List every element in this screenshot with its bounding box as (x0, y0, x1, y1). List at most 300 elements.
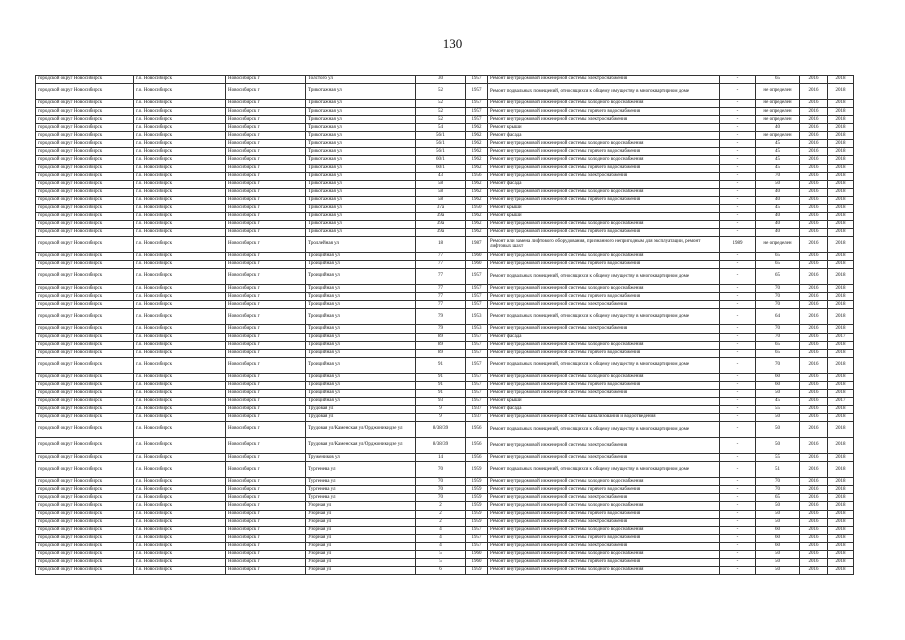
lift-year-cell: - (720, 454, 756, 462)
end-year-cell: 2018 (828, 164, 854, 172)
lift-year-cell: - (720, 100, 756, 108)
district-cell: г.о. Новосибирск (134, 454, 226, 462)
work-type-cell: Ремонт внутридомовой инженерной системы холодного водоснабжения (488, 566, 720, 574)
wear-cell: 70 (756, 333, 800, 341)
house-cell: 8/38/39 (416, 438, 466, 454)
table-body (36, 76, 854, 575)
table-row (36, 534, 854, 542)
city-cell: Новосибирск г (226, 526, 306, 534)
municipality-cell: городской округ Новосибирск (36, 558, 134, 566)
district-cell: г.о. Новосибирск (134, 301, 226, 309)
wear-cell: 65 (756, 76, 800, 84)
start-year-cell: 2016 (800, 413, 828, 421)
year-cell: 1962 (466, 132, 488, 140)
lift-year-cell: - (720, 389, 756, 397)
municipality-cell: городской округ Новосибирск (36, 381, 134, 389)
house-cell: 77 (416, 285, 466, 293)
lift-year-cell: - (720, 357, 756, 373)
table-row (36, 140, 854, 148)
street-cell: Тружеников ул (306, 454, 416, 462)
house-cell: 8/38/39 (416, 422, 466, 438)
wear-cell: 45 (756, 140, 800, 148)
start-year-cell: 2016 (800, 422, 828, 438)
city-cell: Новосибирск г (226, 253, 306, 261)
street-cell: Узорная ул (306, 542, 416, 550)
work-type-cell: Ремонт внутридомовой инженерной системы электроснабжения (488, 325, 720, 333)
street-cell: Трикотажная ул (306, 132, 416, 140)
end-year-cell: 2018 (828, 261, 854, 269)
lift-year-cell: - (720, 148, 756, 156)
street-cell: Узорная ул (306, 566, 416, 574)
house-cell: 14 (416, 454, 466, 462)
district-cell: г.о. Новосибирск (134, 164, 226, 172)
city-cell: Новосибирск г (226, 502, 306, 510)
municipality-cell: городской округ Новосибирск (36, 349, 134, 357)
table-row (36, 196, 854, 204)
district-cell: г.о. Новосибирск (134, 486, 226, 494)
year-cell: 1956 (466, 422, 488, 438)
city-cell: Новосибирск г (226, 196, 306, 204)
house-cell: 77 (416, 293, 466, 301)
work-type-cell: Ремонт внутридомовой инженерной системы горячего водоснабжения (488, 228, 720, 236)
street-cell: Тургенева ул (306, 478, 416, 486)
start-year-cell: 2016 (800, 558, 828, 566)
district-cell: г.о. Новосибирск (134, 100, 226, 108)
city-cell: Новосибирск г (226, 180, 306, 188)
street-cell: Троицийная ул (306, 357, 416, 373)
street-cell: Трикотажная ул (306, 196, 416, 204)
table-row (36, 558, 854, 566)
work-type-cell: Ремонт фасада (488, 405, 720, 413)
end-year-cell: 2018 (828, 228, 854, 236)
end-year-cell: 2018 (828, 518, 854, 526)
start-year-cell: 2016 (800, 220, 828, 228)
district-cell: г.о. Новосибирск (134, 381, 226, 389)
district-cell: г.о. Новосибирск (134, 220, 226, 228)
district-cell: г.о. Новосибирск (134, 542, 226, 550)
municipality-cell: городской округ Новосибирск (36, 293, 134, 301)
house-cell: 70 (416, 494, 466, 502)
end-year-cell: 2018 (828, 526, 854, 534)
lift-year-cell: - (720, 526, 756, 534)
start-year-cell: 2016 (800, 550, 828, 558)
lift-year-cell: - (720, 124, 756, 132)
year-cell: 1962 (466, 124, 488, 132)
lift-year-cell: - (720, 333, 756, 341)
lift-year-cell: - (720, 566, 756, 574)
municipality-cell: городской округ Новосибирск (36, 124, 134, 132)
city-cell: Новосибирск г (226, 172, 306, 180)
wear-cell: 50 (756, 510, 800, 518)
district-cell: г.о. Новосибирск (134, 478, 226, 486)
district-cell: г.о. Новосибирск (134, 156, 226, 164)
start-year-cell: 2016 (800, 293, 828, 301)
table-row (36, 188, 854, 196)
lift-year-cell: - (720, 204, 756, 212)
wear-cell: 70 (756, 478, 800, 486)
street-cell: Узорная ул (306, 550, 416, 558)
lift-year-cell: 1989 (720, 236, 756, 252)
district-cell: г.о. Новосибирск (134, 172, 226, 180)
table-row (36, 325, 854, 333)
city-cell: Новосибирск г (226, 132, 306, 140)
work-type-cell: Ремонт внутридомовой инженерной системы канализования и водоотведения (488, 413, 720, 421)
district-cell: г.о. Новосибирск (134, 293, 226, 301)
table-row (36, 486, 854, 494)
street-cell: Трикотажная ул (306, 140, 416, 148)
work-type-cell: Ремонт подвальных помещений, относящихся к общему имуществу в многоквартирном доме (488, 422, 720, 438)
end-year-cell: 2018 (828, 124, 854, 132)
work-type-cell: Ремонт внутридомовой инженерной системы горячего водоснабжения (488, 381, 720, 389)
street-cell: Трикотажная ул (306, 156, 416, 164)
city-cell: Новосибирск г (226, 510, 306, 518)
municipality-cell: городской округ Новосибирск (36, 301, 134, 309)
table-row (36, 124, 854, 132)
house-cell: 54 (416, 124, 466, 132)
table-row (36, 526, 854, 534)
start-year-cell: 2016 (800, 478, 828, 486)
street-cell: Троицийная ул (306, 293, 416, 301)
house-cell: 9 (416, 413, 466, 421)
year-cell: 1959 (466, 502, 488, 510)
end-year-cell: 2018 (828, 108, 854, 116)
end-year-cell: 2018 (828, 494, 854, 502)
wear-cell: 70 (756, 325, 800, 333)
start-year-cell: 2016 (800, 534, 828, 542)
wear-cell: 64 (756, 309, 800, 325)
municipality-cell: городской округ Новосибирск (36, 373, 134, 381)
end-year-cell: 2018 (828, 405, 854, 413)
city-cell: Новосибирск г (226, 261, 306, 269)
year-cell: 1957 (466, 526, 488, 534)
city-cell: Новосибирск г (226, 188, 306, 196)
house-cell: 6 (416, 566, 466, 574)
table-row (36, 180, 854, 188)
wear-cell: 70 (756, 301, 800, 309)
municipality-cell: городской округ Новосибирск (36, 478, 134, 486)
lift-year-cell: - (720, 413, 756, 421)
work-type-cell: Ремонт внутридомовой инженерной системы горячего водоснабжения (488, 293, 720, 301)
lift-year-cell: - (720, 132, 756, 140)
street-cell: Тургенева ул (306, 494, 416, 502)
table-row (36, 212, 854, 220)
municipality-cell: городской округ Новосибирск (36, 269, 134, 285)
city-cell: Новосибирск г (226, 566, 306, 574)
table-row (36, 84, 854, 100)
wear-cell: 45 (756, 204, 800, 212)
street-cell: Троицийная ул (306, 381, 416, 389)
district-cell: г.о. Новосибирск (134, 405, 226, 413)
municipality-cell: городской округ Новосибирск (36, 196, 134, 204)
house-cell: 91 (416, 381, 466, 389)
wear-cell: 50 (756, 180, 800, 188)
district-cell: г.о. Новосибирск (134, 261, 226, 269)
city-cell: Новосибирск г (226, 478, 306, 486)
district-cell: г.о. Новосибирск (134, 180, 226, 188)
municipality-cell: городской округ Новосибирск (36, 413, 134, 421)
table-row (36, 164, 854, 172)
street-cell: Трикотажная ул (306, 164, 416, 172)
end-year-cell: 2018 (828, 236, 854, 252)
street-cell: Тургенева ул (306, 462, 416, 478)
wear-cell: 50 (756, 438, 800, 454)
end-year-cell: 2018 (828, 389, 854, 397)
table-row (36, 261, 854, 269)
table-row (36, 357, 854, 373)
work-type-cell: Ремонт внутридомовой инженерной системы холодного водоснабжения (488, 478, 720, 486)
start-year-cell: 2016 (800, 140, 828, 148)
street-cell: Троицийная ул (306, 325, 416, 333)
end-year-cell: 2018 (828, 148, 854, 156)
district-cell: г.о. Новосибирск (134, 413, 226, 421)
table-row (36, 100, 854, 108)
district-cell: г.о. Новосибирск (134, 349, 226, 357)
end-year-cell: 2018 (828, 438, 854, 454)
work-type-cell: Ремонт внутридомовой инженерной системы горячего водоснабжения (488, 510, 720, 518)
city-cell: Новосибирск г (226, 397, 306, 405)
city-cell: Новосибирск г (226, 333, 306, 341)
municipality-cell: городской округ Новосибирск (36, 116, 134, 124)
table-row (36, 220, 854, 228)
municipality-cell: городской округ Новосибирск (36, 438, 134, 454)
house-cell: 37а (416, 204, 466, 212)
wear-cell: 40 (756, 212, 800, 220)
wear-cell: 50 (756, 413, 800, 421)
lift-year-cell: - (720, 558, 756, 566)
end-year-cell: 2018 (828, 558, 854, 566)
start-year-cell: 2016 (800, 84, 828, 100)
lift-year-cell: - (720, 534, 756, 542)
house-cell: 91 (416, 357, 466, 373)
table-row (36, 389, 854, 397)
city-cell: Новосибирск г (226, 116, 306, 124)
house-cell: 79 (416, 309, 466, 325)
district-cell: г.о. Новосибирск (134, 132, 226, 140)
work-type-cell: Ремонт внутридомовой инженерной системы горячего водоснабжения (488, 558, 720, 566)
end-year-cell: 2018 (828, 349, 854, 357)
city-cell: Новосибирск г (226, 164, 306, 172)
wear-cell: 70 (756, 486, 800, 494)
work-type-cell: Ремонт подвальных помещений, относящихся к общему имуществу в многоквартирном доме (488, 462, 720, 478)
end-year-cell: 2018 (828, 341, 854, 349)
municipality-cell: городской округ Новосибирск (36, 285, 134, 293)
district-cell: г.о. Новосибирск (134, 116, 226, 124)
municipality-cell: городской округ Новосибирск (36, 454, 134, 462)
table-row (36, 108, 854, 116)
street-cell: Троицийная ул (306, 285, 416, 293)
work-type-cell: Ремонт внутридомовой инженерной системы электроснабжения (488, 389, 720, 397)
house-cell: 56/1 (416, 140, 466, 148)
work-type-cell: Ремонт внутридомовой инженерной системы горячего водоснабжения (488, 534, 720, 542)
year-cell: 1962 (466, 164, 488, 172)
district-cell: г.о. Новосибирск (134, 76, 226, 84)
district-cell: г.о. Новосибирск (134, 228, 226, 236)
lift-year-cell: - (720, 269, 756, 285)
lift-year-cell: - (720, 550, 756, 558)
year-cell: 1953 (466, 309, 488, 325)
municipality-cell: городской округ Новосибирск (36, 333, 134, 341)
table-row (36, 269, 854, 285)
city-cell: Новосибирск г (226, 220, 306, 228)
house-cell: 89 (416, 333, 466, 341)
district-cell: г.о. Новосибирск (134, 566, 226, 574)
street-cell: Трикотажная ул (306, 148, 416, 156)
start-year-cell: 2016 (800, 180, 828, 188)
table-row (36, 116, 854, 124)
city-cell: Новосибирск г (226, 76, 306, 84)
wear-cell: 40 (756, 220, 800, 228)
house-cell: 91 (416, 373, 466, 381)
district-cell: г.о. Новосибирск (134, 140, 226, 148)
work-type-cell: Ремонт внутридомовой инженерной системы холодного водоснабжения (488, 140, 720, 148)
year-cell: 1957 (466, 285, 488, 293)
year-cell: 1957 (466, 333, 488, 341)
lift-year-cell: - (720, 164, 756, 172)
table-row (36, 132, 854, 140)
work-type-cell: Ремонт или замена лифтового оборудования, признанного непригодным для эксплуатации, ремонт лифтовых шахт (488, 236, 720, 252)
lift-year-cell: - (720, 253, 756, 261)
street-cell: Узорная ул (306, 510, 416, 518)
lift-year-cell: - (720, 542, 756, 550)
year-cell: 1957 (466, 534, 488, 542)
municipality-cell: городской округ Новосибирск (36, 180, 134, 188)
street-cell: Узорная ул (306, 526, 416, 534)
municipality-cell: городской округ Новосибирск (36, 397, 134, 405)
house-cell: 70 (416, 486, 466, 494)
start-year-cell: 2016 (800, 502, 828, 510)
table-row (36, 510, 854, 518)
street-cell: Узорная ул (306, 534, 416, 542)
start-year-cell: 2016 (800, 389, 828, 397)
city-cell: Новосибирск г (226, 108, 306, 116)
end-year-cell: 2018 (828, 180, 854, 188)
work-type-cell: Ремонт подвальных помещений, относящихся к общему имуществу в многоквартирном доме (488, 269, 720, 285)
work-type-cell: Ремонт внутридомовой инженерной системы электроснабжения (488, 301, 720, 309)
work-type-cell: Ремонт внутридомовой инженерной системы электроснабжения (488, 494, 720, 502)
end-year-cell: 2018 (828, 212, 854, 220)
work-type-cell: Ремонт внутридомовой инженерной системы холодного водоснабжения (488, 100, 720, 108)
city-cell: Новосибирск г (226, 325, 306, 333)
table-row (36, 542, 854, 550)
year-cell: 1962 (466, 212, 488, 220)
start-year-cell: 2016 (800, 462, 828, 478)
end-year-cell: 2018 (828, 269, 854, 285)
lift-year-cell: - (720, 309, 756, 325)
city-cell: Новосибирск г (226, 293, 306, 301)
house-cell: 89 (416, 341, 466, 349)
year-cell: 1957 (466, 373, 488, 381)
city-cell: Новосибирск г (226, 236, 306, 252)
year-cell: 1962 (466, 228, 488, 236)
lift-year-cell: - (720, 140, 756, 148)
table-row (36, 454, 854, 462)
start-year-cell: 2016 (800, 494, 828, 502)
municipality-cell: городской округ Новосибирск (36, 550, 134, 558)
end-year-cell: 2017 (828, 397, 854, 405)
house-cell: 52 (416, 84, 466, 100)
year-cell: 1959 (466, 478, 488, 486)
year-cell: 1937 (466, 413, 488, 421)
city-cell: Новосибирск г (226, 84, 306, 100)
end-year-cell: 2018 (828, 381, 854, 389)
municipality-cell: городской округ Новосибирск (36, 486, 134, 494)
wear-cell: 65 (756, 494, 800, 502)
work-type-cell: Ремонт внутридомовой инженерной системы электроснабжения (488, 76, 720, 84)
year-cell: 1957 (466, 269, 488, 285)
municipality-cell: городской округ Новосибирск (36, 405, 134, 413)
district-cell: г.о. Новосибирск (134, 148, 226, 156)
table-row (36, 550, 854, 558)
street-cell: Трикотажная ул (306, 188, 416, 196)
start-year-cell: 2016 (800, 357, 828, 373)
wear-cell: 65 (756, 261, 800, 269)
table-row (36, 285, 854, 293)
house-cell: 4 (416, 526, 466, 534)
year-cell: 1957 (466, 341, 488, 349)
lift-year-cell: - (720, 510, 756, 518)
table-row (36, 204, 854, 212)
city-cell: Новосибирск г (226, 438, 306, 454)
wear-cell: 65 (756, 269, 800, 285)
work-type-cell: Ремонт внутридомовой инженерной системы горячего водоснабжения (488, 261, 720, 269)
district-cell: г.о. Новосибирск (134, 341, 226, 349)
lift-year-cell: - (720, 486, 756, 494)
start-year-cell: 2016 (800, 510, 828, 518)
end-year-cell: 2018 (828, 413, 854, 421)
table-row (36, 405, 854, 413)
district-cell: г.о. Новосибирск (134, 518, 226, 526)
house-cell: 56/1 (416, 132, 466, 140)
end-year-cell: 2018 (828, 253, 854, 261)
city-cell: Новосибирск г (226, 494, 306, 502)
table-row (36, 413, 854, 421)
city-cell: Новосибирск г (226, 285, 306, 293)
wear-cell: 45 (756, 156, 800, 164)
table-row (36, 518, 854, 526)
wear-cell: 70 (756, 293, 800, 301)
district-cell: г.о. Новосибирск (134, 269, 226, 285)
work-type-cell: Ремонт внутридомовой инженерной системы электроснабжения (488, 438, 720, 454)
work-type-cell: Ремонт внутридомовой инженерной системы электроснабжения (488, 116, 720, 124)
year-cell: 1962 (466, 196, 488, 204)
municipality-cell: городской округ Новосибирск (36, 164, 134, 172)
house-cell: 70 (416, 462, 466, 478)
lift-year-cell: - (720, 228, 756, 236)
start-year-cell: 2016 (800, 156, 828, 164)
start-year-cell: 2016 (800, 325, 828, 333)
municipality-cell: городской округ Новосибирск (36, 542, 134, 550)
city-cell: Новосибирск г (226, 212, 306, 220)
city-cell: Новосибирск г (226, 486, 306, 494)
work-type-cell: Ремонт внутридомовой инженерной системы электроснабжения (488, 542, 720, 550)
lift-year-cell: - (720, 478, 756, 486)
year-cell: 1959 (466, 566, 488, 574)
end-year-cell: 2018 (828, 140, 854, 148)
district-cell: г.о. Новосибирск (134, 204, 226, 212)
start-year-cell: 2016 (800, 132, 828, 140)
house-cell: 43 (416, 172, 466, 180)
year-cell: 1957 (466, 84, 488, 100)
city-cell: Новосибирск г (226, 140, 306, 148)
wear-cell: 51 (756, 462, 800, 478)
year-cell: 1956 (466, 172, 488, 180)
start-year-cell: 2016 (800, 164, 828, 172)
municipality-cell: городской округ Новосибирск (36, 526, 134, 534)
district-cell: г.о. Новосибирск (134, 108, 226, 116)
table-row (36, 422, 854, 438)
year-cell: 1953 (466, 325, 488, 333)
year-cell: 1957 (466, 108, 488, 116)
